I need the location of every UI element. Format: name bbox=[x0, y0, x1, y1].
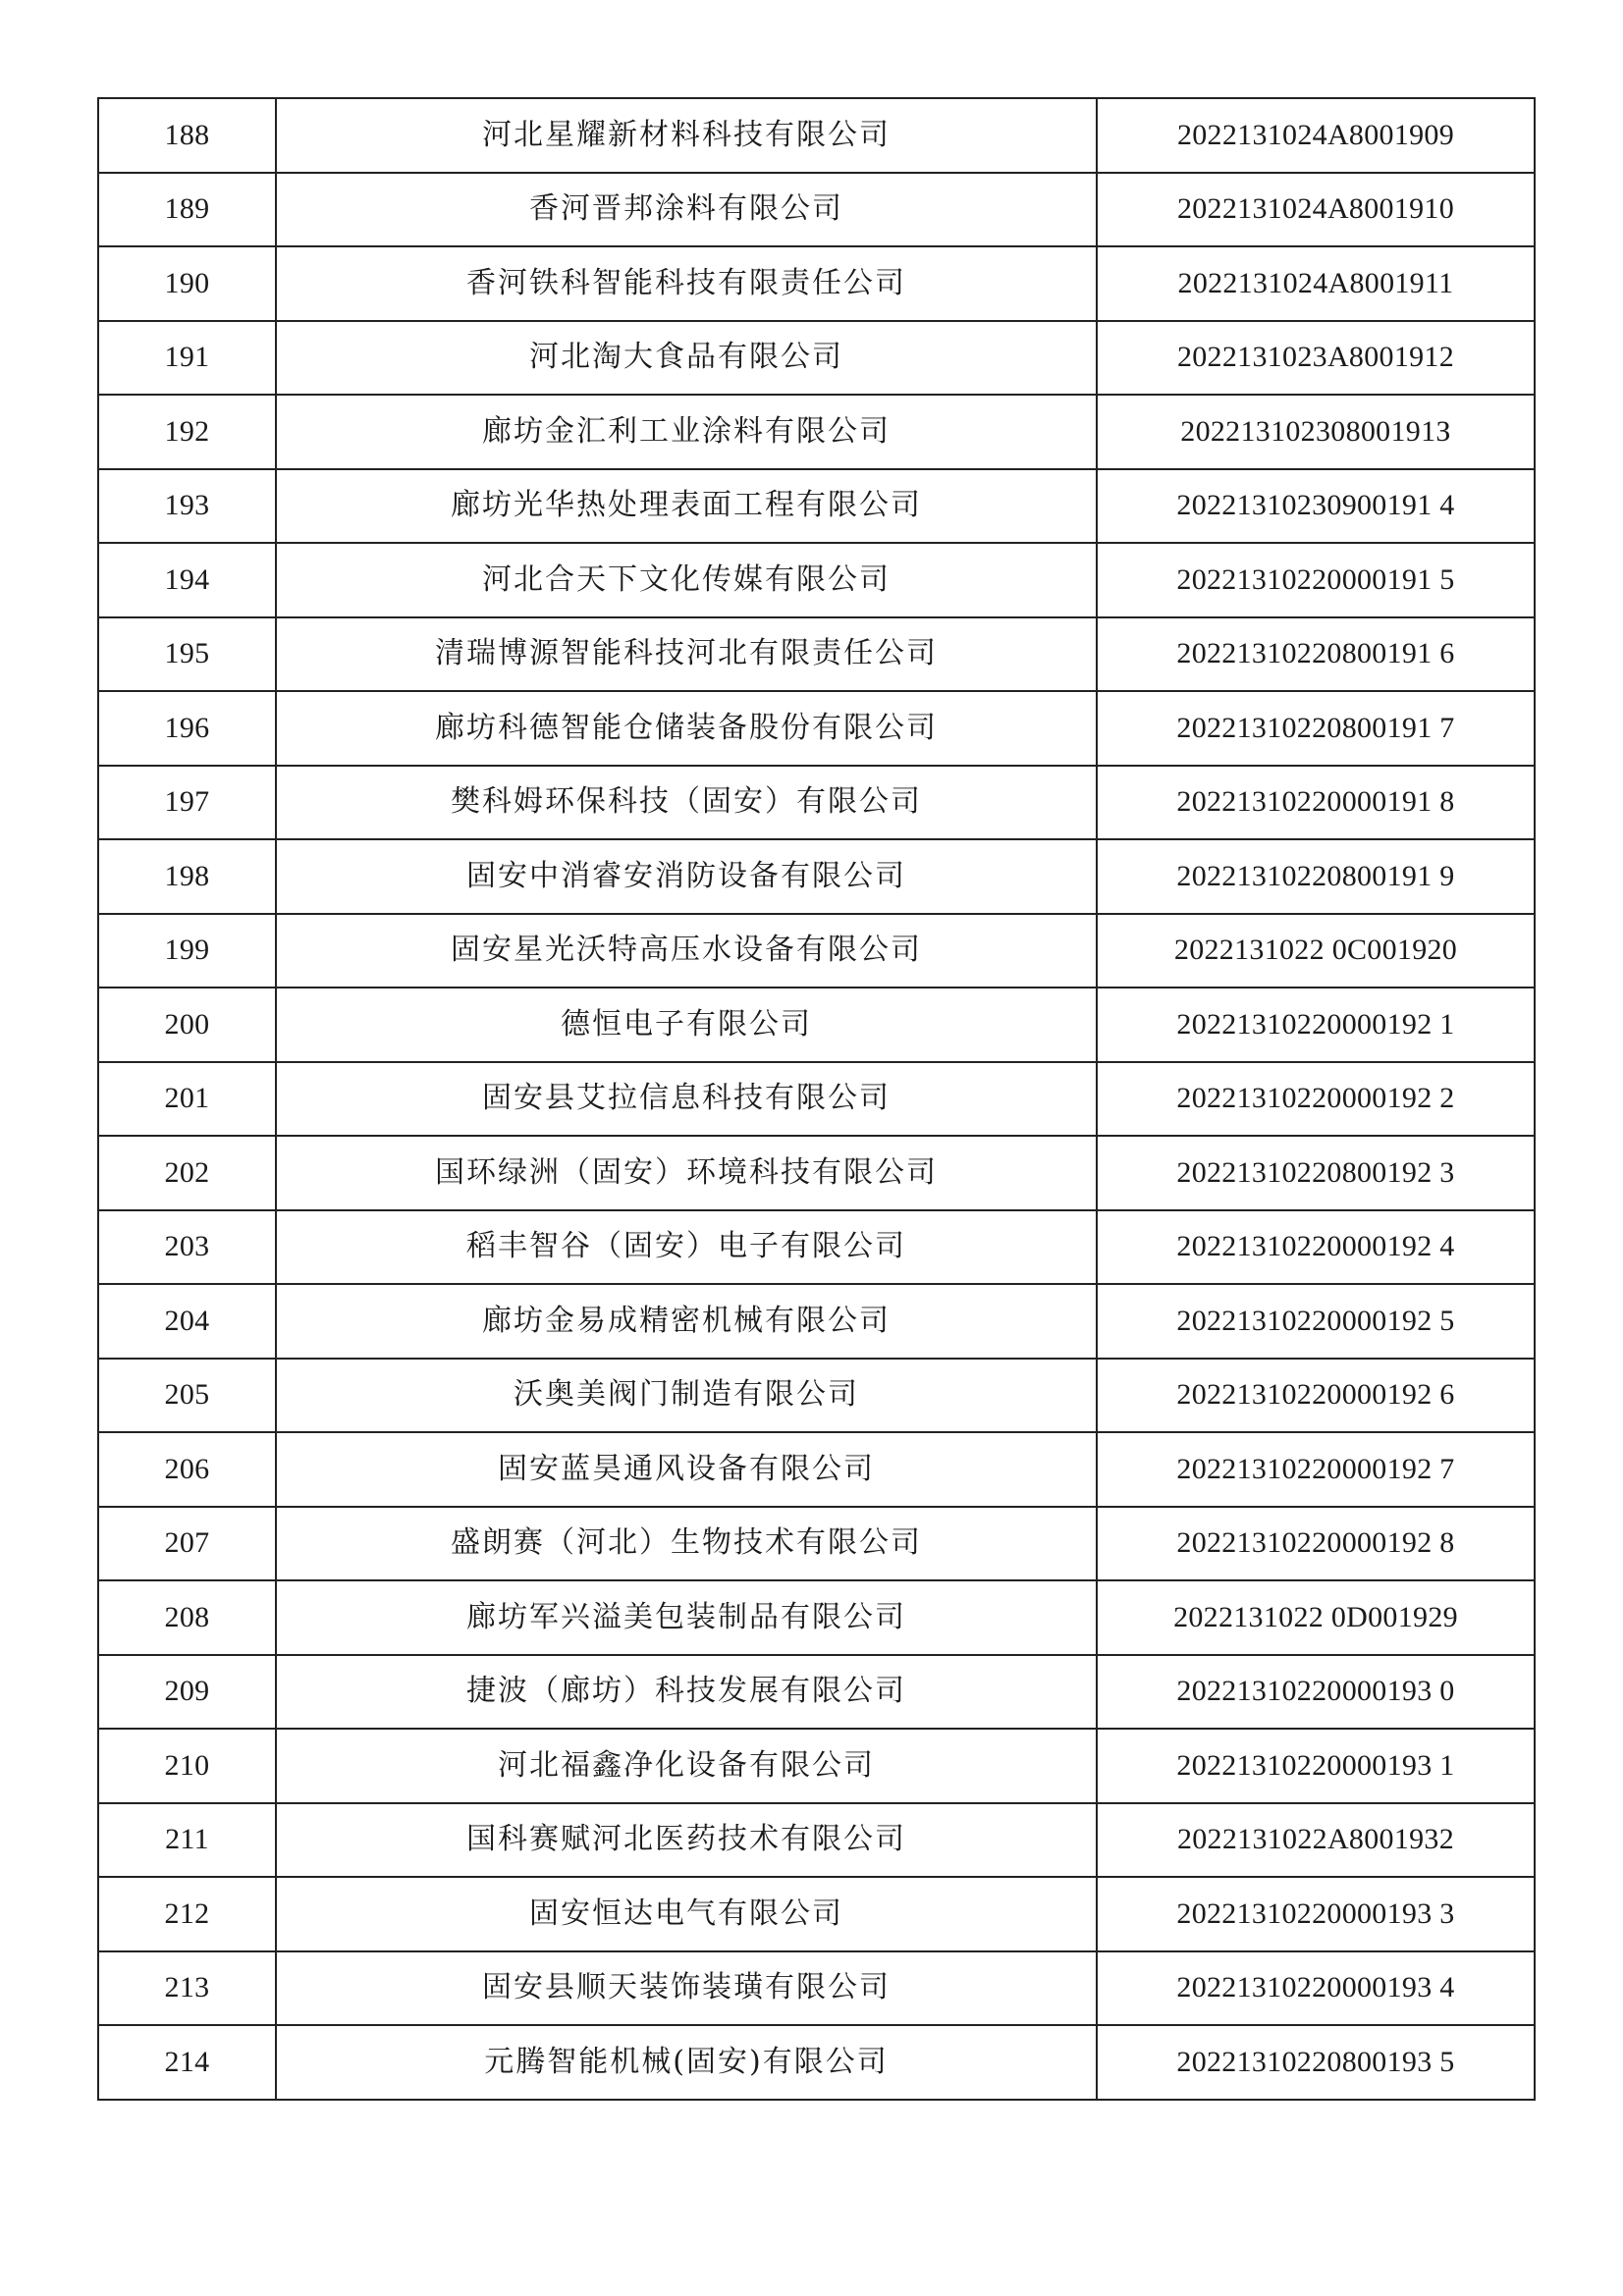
table-row bbox=[98, 914, 1535, 988]
registration-code-cell: 20221310230800191З bbox=[1097, 395, 1535, 469]
table-row bbox=[98, 1580, 1535, 1655]
row-number-cell: 196 bbox=[98, 691, 276, 766]
table-row bbox=[98, 1729, 1535, 1803]
row-number-cell: 211 bbox=[98, 1803, 276, 1878]
company-name-cell: 固安县艾拉信息科技有限公司 bbox=[276, 1062, 1097, 1137]
row-number-cell: 203 bbox=[98, 1210, 276, 1285]
table-row bbox=[98, 691, 1535, 766]
table-row bbox=[98, 839, 1535, 914]
row-number-cell: 191 bbox=[98, 321, 276, 396]
company-name-cell: 捷波（廊坊）科技发展有限公司 bbox=[276, 1655, 1097, 1730]
registration-code-cell: 20221310220800191 6 bbox=[1097, 617, 1535, 692]
row-number-cell: 205 bbox=[98, 1359, 276, 1433]
company-name-cell: 固安县顺天装饰装璜有限公司 bbox=[276, 1951, 1097, 2026]
table-row bbox=[98, 543, 1535, 617]
company-name-cell: 清瑞博源智能科技河北有限责任公司 bbox=[276, 617, 1097, 692]
company-name-cell: 廊坊军兴溢美包装制品有限公司 bbox=[276, 1580, 1097, 1655]
row-number-cell: 207 bbox=[98, 1507, 276, 1581]
row-number-cell: 204 bbox=[98, 1284, 276, 1359]
table-row bbox=[98, 766, 1535, 840]
company-name-cell: 河北福鑫净化设备有限公司 bbox=[276, 1729, 1097, 1803]
registration-code-cell: 2022131022A8001932 bbox=[1097, 1803, 1535, 1878]
row-number-cell: 200 bbox=[98, 988, 276, 1062]
table-row bbox=[98, 98, 1535, 173]
registration-code-cell: 20221310220000191 8 bbox=[1097, 766, 1535, 840]
row-number-cell: 193 bbox=[98, 469, 276, 544]
registration-code-cell: 2022131024A8001909 bbox=[1097, 98, 1535, 173]
row-number-cell: 198 bbox=[98, 839, 276, 914]
table-row bbox=[98, 617, 1535, 692]
company-name-cell: 沃奥美阀门制造有限公司 bbox=[276, 1359, 1097, 1433]
row-number-cell: 206 bbox=[98, 1432, 276, 1507]
table-body bbox=[98, 98, 1535, 2100]
registration-code-cell: 2022131023A8001912 bbox=[1097, 321, 1535, 396]
registration-code-cell: 20221310220000192 6 bbox=[1097, 1359, 1535, 1433]
registration-code-cell: 20221310220000192 8 bbox=[1097, 1507, 1535, 1581]
registration-code-cell: 20221310220000192 1 bbox=[1097, 988, 1535, 1062]
company-name-cell: 国科赛赋河北医药技术有限公司 bbox=[276, 1803, 1097, 1878]
registration-code-cell: 20221310230900191 4 bbox=[1097, 469, 1535, 544]
table-row bbox=[98, 1136, 1535, 1210]
registration-code-cell: 20221310220000192 7 bbox=[1097, 1432, 1535, 1507]
company-name-cell: 稻丰智谷（固安）电子有限公司 bbox=[276, 1210, 1097, 1285]
table-row bbox=[98, 1655, 1535, 1730]
row-number-cell: 208 bbox=[98, 1580, 276, 1655]
table-row bbox=[98, 1210, 1535, 1285]
registration-code-cell: 2022131022 0D001929 bbox=[1097, 1580, 1535, 1655]
row-number-cell: 195 bbox=[98, 617, 276, 692]
row-number-cell: 199 bbox=[98, 914, 276, 988]
table-row bbox=[98, 1877, 1535, 1951]
table-row bbox=[98, 173, 1535, 247]
company-name-cell: 盛朗赛（河北）生物技术有限公司 bbox=[276, 1507, 1097, 1581]
company-name-cell: 固安恒达电气有限公司 bbox=[276, 1877, 1097, 1951]
registration-code-cell: 20221310220000192 5 bbox=[1097, 1284, 1535, 1359]
company-name-cell: 廊坊金汇利工业涂料有限公司 bbox=[276, 395, 1097, 469]
company-name-cell: 河北星耀新材料科技有限公司 bbox=[276, 98, 1097, 173]
table-row bbox=[98, 988, 1535, 1062]
registration-code-cell: 20221310220800191 9 bbox=[1097, 839, 1535, 914]
row-number-cell: 194 bbox=[98, 543, 276, 617]
company-name-cell: 元腾智能机械(固安)有限公司 bbox=[276, 2025, 1097, 2100]
company-name-cell: 河北合天下文化传媒有限公司 bbox=[276, 543, 1097, 617]
row-number-cell: 192 bbox=[98, 395, 276, 469]
registration-code-cell: 20221310220000193 1 bbox=[1097, 1729, 1535, 1803]
table-row bbox=[98, 246, 1535, 321]
table-row bbox=[98, 395, 1535, 469]
registration-code-cell: 20221310220800191 7 bbox=[1097, 691, 1535, 766]
registration-code-cell: 2022131022 0C001920 bbox=[1097, 914, 1535, 988]
registration-code-cell: 20221310220000193 4 bbox=[1097, 1951, 1535, 2026]
table-row bbox=[98, 1507, 1535, 1581]
row-number-cell: 210 bbox=[98, 1729, 276, 1803]
registration-code-cell: 20221310220800193 5 bbox=[1097, 2025, 1535, 2100]
table-row bbox=[98, 469, 1535, 544]
row-number-cell: 188 bbox=[98, 98, 276, 173]
table-row bbox=[98, 1359, 1535, 1433]
company-name-cell: 樊科姆环保科技（固安）有限公司 bbox=[276, 766, 1097, 840]
table-row bbox=[98, 1951, 1535, 2026]
table-row bbox=[98, 1062, 1535, 1137]
row-number-cell: 209 bbox=[98, 1655, 276, 1730]
table-row bbox=[98, 2025, 1535, 2100]
row-number-cell: 201 bbox=[98, 1062, 276, 1137]
company-name-cell: 固安星光沃特高压水设备有限公司 bbox=[276, 914, 1097, 988]
table-row bbox=[98, 1803, 1535, 1878]
row-number-cell: 202 bbox=[98, 1136, 276, 1210]
company-name-cell: 廊坊科德智能仓储装备股份有限公司 bbox=[276, 691, 1097, 766]
row-number-cell: 214 bbox=[98, 2025, 276, 2100]
company-name-cell: 廊坊金易成精密机械有限公司 bbox=[276, 1284, 1097, 1359]
registration-code-cell: 2022131024A8001910 bbox=[1097, 173, 1535, 247]
company-name-cell: 香河晋邦涂料有限公司 bbox=[276, 173, 1097, 247]
table-row bbox=[98, 1284, 1535, 1359]
company-registry-table bbox=[97, 97, 1536, 2101]
registration-code-cell: 2022131024A8001911 bbox=[1097, 246, 1535, 321]
registration-code-cell: 20221310220000193 3 bbox=[1097, 1877, 1535, 1951]
registration-code-cell: 20221310220000191 5 bbox=[1097, 543, 1535, 617]
registration-code-cell: 20221310220800192 3 bbox=[1097, 1136, 1535, 1210]
registration-code-cell: 20221310220000192 4 bbox=[1097, 1210, 1535, 1285]
company-name-cell: 香河铁科智能科技有限责任公司 bbox=[276, 246, 1097, 321]
company-name-cell: 德恒电子有限公司 bbox=[276, 988, 1097, 1062]
company-name-cell: 河北淘大食品有限公司 bbox=[276, 321, 1097, 396]
registration-code-cell: 20221310220000193 0 bbox=[1097, 1655, 1535, 1730]
row-number-cell: 189 bbox=[98, 173, 276, 247]
company-name-cell: 固安蓝昊通风设备有限公司 bbox=[276, 1432, 1097, 1507]
company-name-cell: 廊坊光华热处理表面工程有限公司 bbox=[276, 469, 1097, 544]
company-name-cell: 固安中消睿安消防设备有限公司 bbox=[276, 839, 1097, 914]
row-number-cell: 190 bbox=[98, 246, 276, 321]
company-name-cell: 国环绿洲（固安）环境科技有限公司 bbox=[276, 1136, 1097, 1210]
table-row bbox=[98, 1432, 1535, 1507]
row-number-cell: 213 bbox=[98, 1951, 276, 2026]
row-number-cell: 212 bbox=[98, 1877, 276, 1951]
registration-code-cell: 20221310220000192 2 bbox=[1097, 1062, 1535, 1137]
row-number-cell: 197 bbox=[98, 766, 276, 840]
table-row bbox=[98, 321, 1535, 396]
